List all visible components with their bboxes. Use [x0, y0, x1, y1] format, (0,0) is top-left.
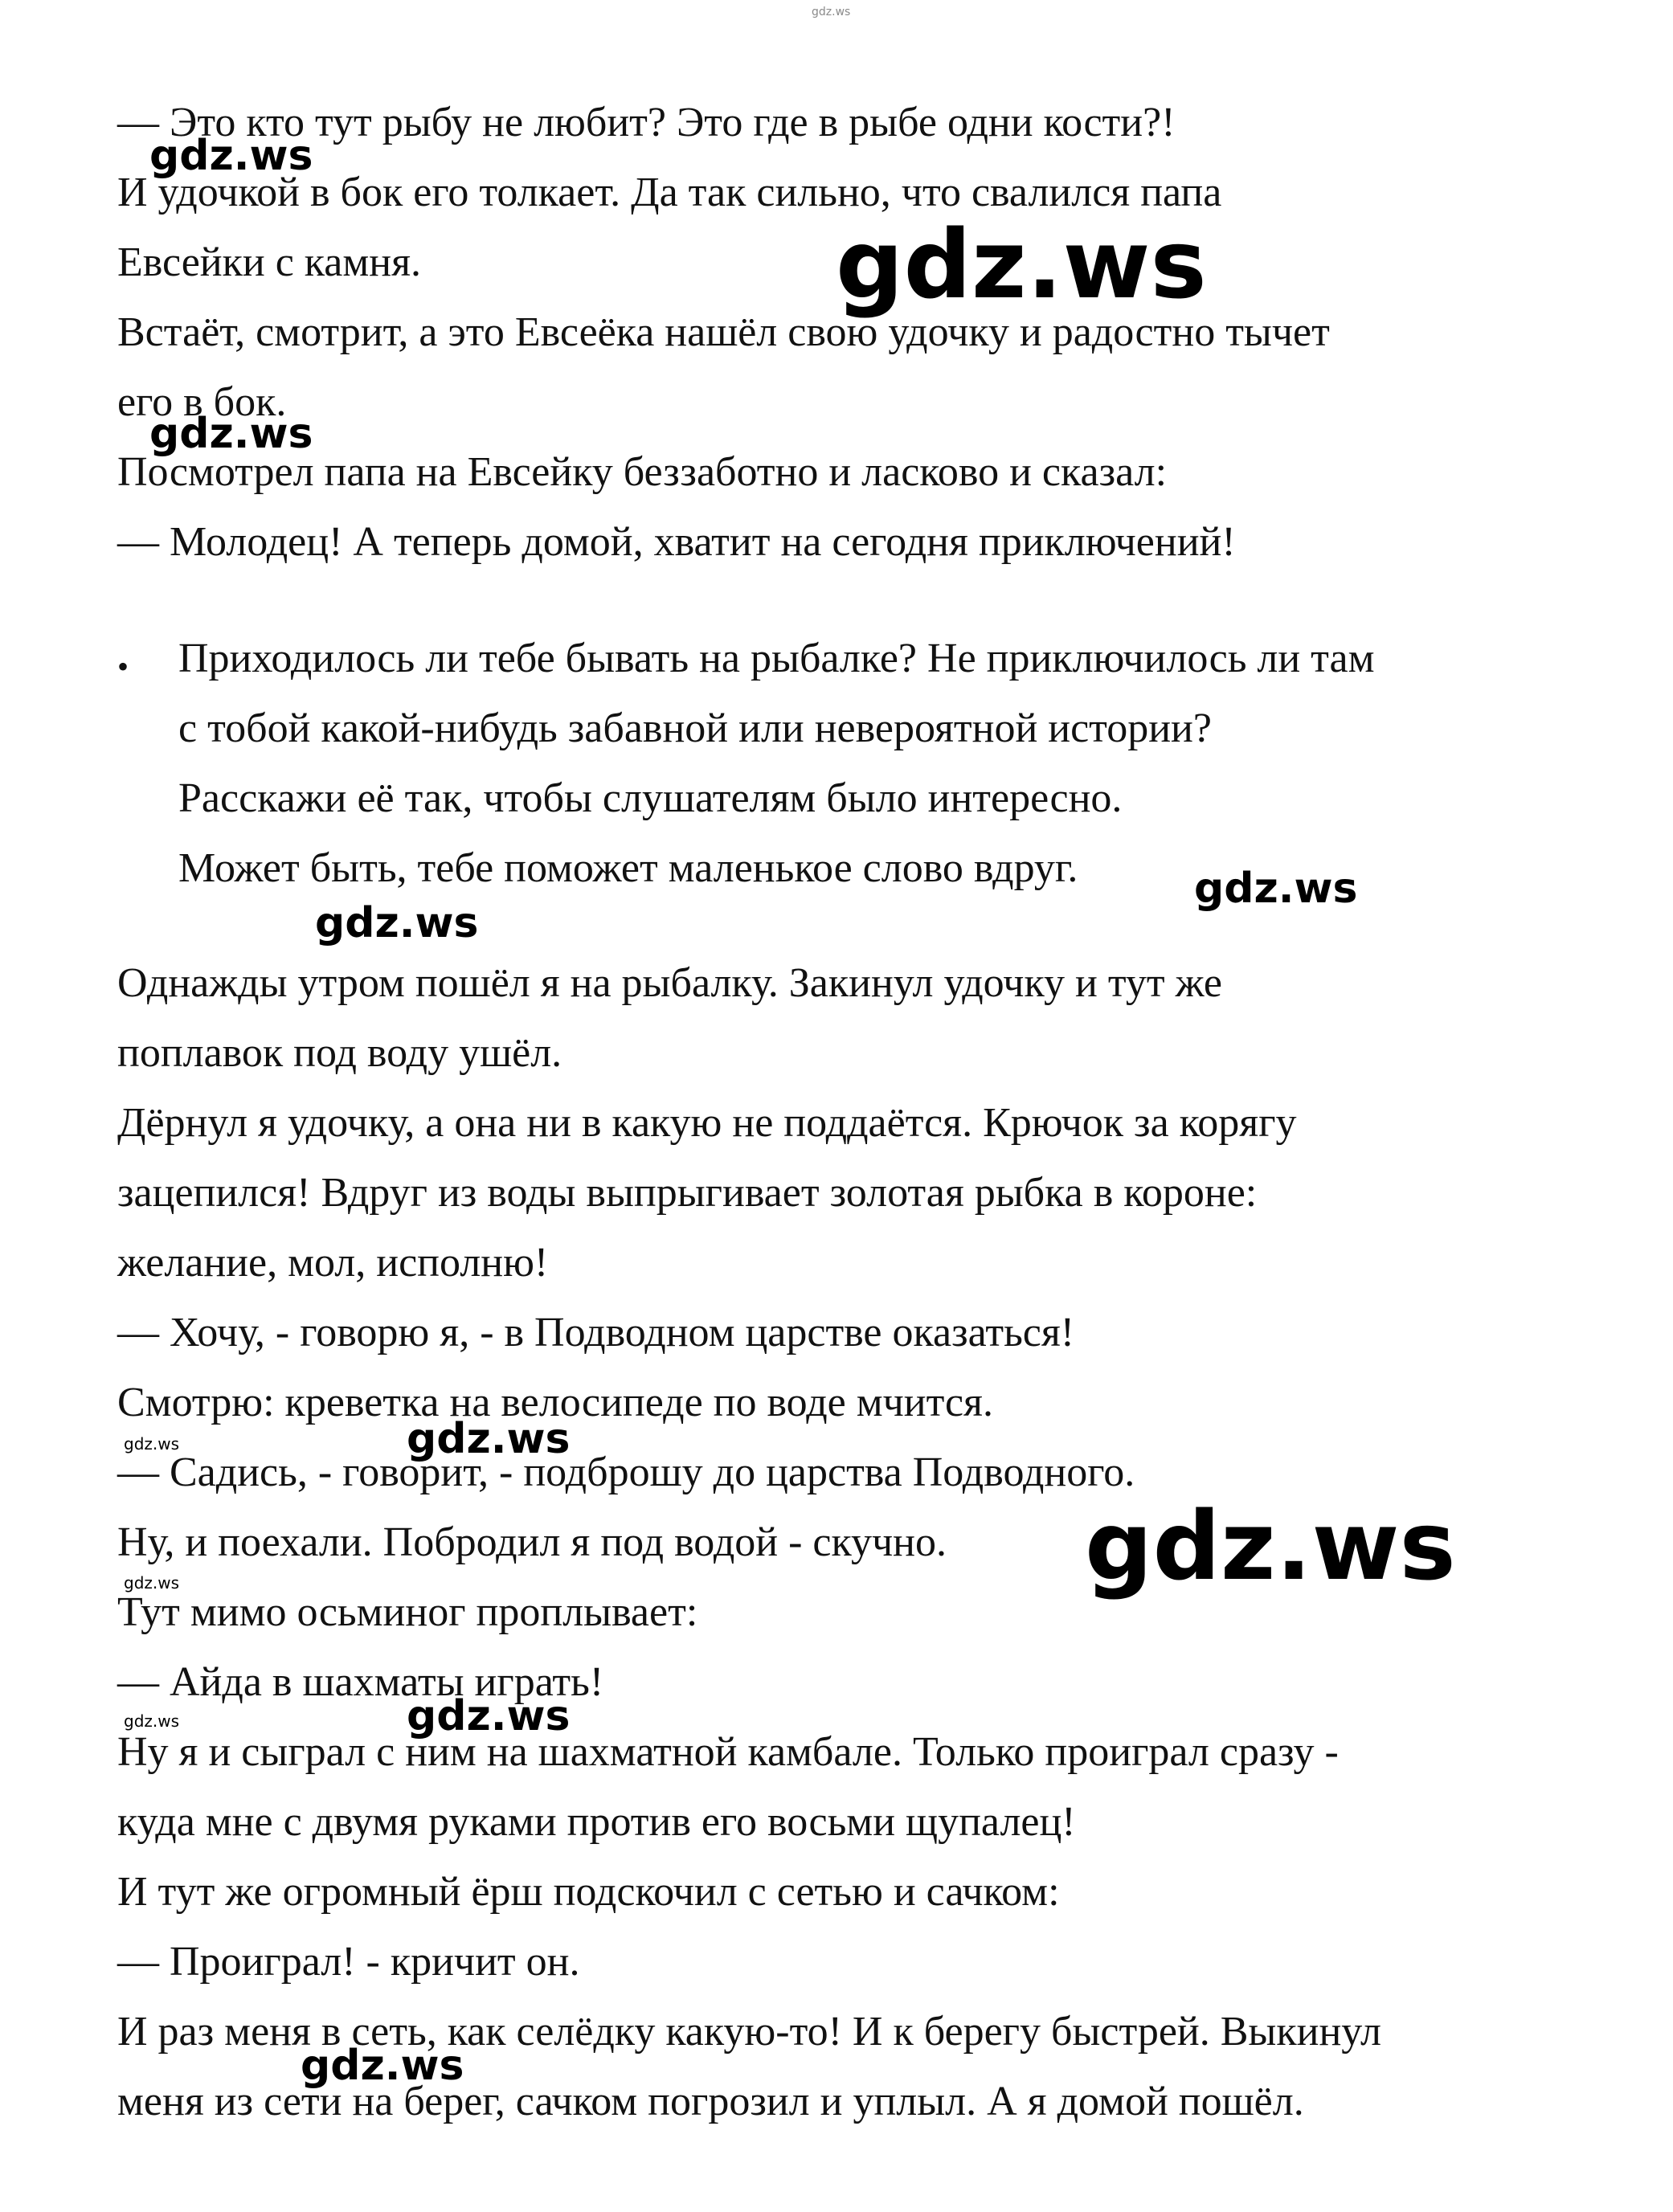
answer-line: меня из сети на берег, сачком погрозил и уплыл. А я домой пошёл.: [117, 2079, 1304, 2124]
text-line: Посмотрел папа на Евсейку беззаботно и ласково и сказал:: [117, 449, 1168, 495]
answer-line: — Проиграл! - кричит он.: [117, 1939, 580, 1985]
question-line: Приходилось ли тебе бывать на рыбалке? Не приключилось ли там: [178, 636, 1375, 681]
answer-line: Тут мимо осьминог проплывает:: [117, 1589, 698, 1635]
answer-line: — Садись, - говорит, - подброшу до царства Подводного.: [117, 1449, 1135, 1495]
question-line: Расскажи её так, чтобы слушателям было интересно.: [178, 775, 1123, 821]
question-line: Может быть, тебе поможет маленькое слово вдруг.: [178, 845, 1078, 891]
text-line: Евсейки с камня.: [117, 239, 422, 285]
answer-line: зацепился! Вдруг из воды выпрыгивает золотая рыбка в короне:: [117, 1170, 1258, 1216]
watermark: gdz.ws: [301, 2042, 464, 2090]
watermark: gdz.ws: [1085, 1490, 1456, 1601]
answer-line: — Айда в шахматы играть!: [117, 1659, 604, 1705]
watermark: gdz.ws: [124, 1434, 180, 1454]
watermark: gdz.ws: [315, 899, 479, 947]
watermark: gdz.ws: [836, 209, 1207, 320]
bullet-icon: •: [117, 648, 129, 685]
answer-line: — Хочу, - говорю я, - в Подводном царстве оказаться!: [117, 1310, 1075, 1355]
answer-line: Дёрнул я удочку, а она ни в какую не поддаётся. Крючок за корягу: [117, 1100, 1297, 1146]
question-line: с тобой какой-нибудь забавной или невероятной истории?: [178, 705, 1212, 751]
answer-line: Смотрю: креветка на велосипеде по воде мчится.: [117, 1380, 993, 1425]
answer-line: поплавок под воду ушёл.: [117, 1030, 562, 1076]
text-line: Встаёт, смотрит, а это Евсеёка нашёл свою удочку и радостно тычет: [117, 309, 1330, 355]
watermark: gdz.ws: [407, 1415, 571, 1463]
answer-line: Однажды утром пошёл я на рыбалку. Закинул удочку и тут же: [117, 960, 1222, 1006]
watermark: gdz.ws: [812, 6, 851, 18]
watermark: gdz.ws: [1194, 865, 1358, 913]
answer-line: куда мне с двумя руками против его восьми щупалец!: [117, 1799, 1076, 1845]
answer-line: И раз меня в сеть, как селёдку какую-то! И к берегу быстрей. Выкинул: [117, 2009, 1381, 2055]
text-line: его в бок.: [117, 379, 287, 425]
watermark: gdz.ws: [124, 1573, 180, 1593]
answer-line: Ну я и сыграл с ним на шахматной камбале. Только проиграл сразу -: [117, 1729, 1339, 1775]
answer-line: желание, мол, исполню!: [117, 1240, 549, 1286]
text-line: — Это кто тут рыбу не любит? Это где в рыбе одни кости?!: [117, 100, 1176, 145]
text-line: И удочкой в бок его толкает. Да так сильно, что свалился папа: [117, 170, 1222, 215]
watermark: gdz.ws: [149, 132, 313, 180]
answer-line: Ну, и поехали. Побродил я под водой - скучно.: [117, 1519, 947, 1565]
watermark: gdz.ws: [149, 410, 313, 458]
answer-line: И тут же огромный ёрш подскочил с сетью и сачком:: [117, 1869, 1060, 1915]
watermark: gdz.ws: [407, 1692, 571, 1740]
watermark: gdz.ws: [124, 1711, 180, 1731]
text-line: — Молодец! А теперь домой, хватит на сегодня приключений!: [117, 519, 1236, 565]
